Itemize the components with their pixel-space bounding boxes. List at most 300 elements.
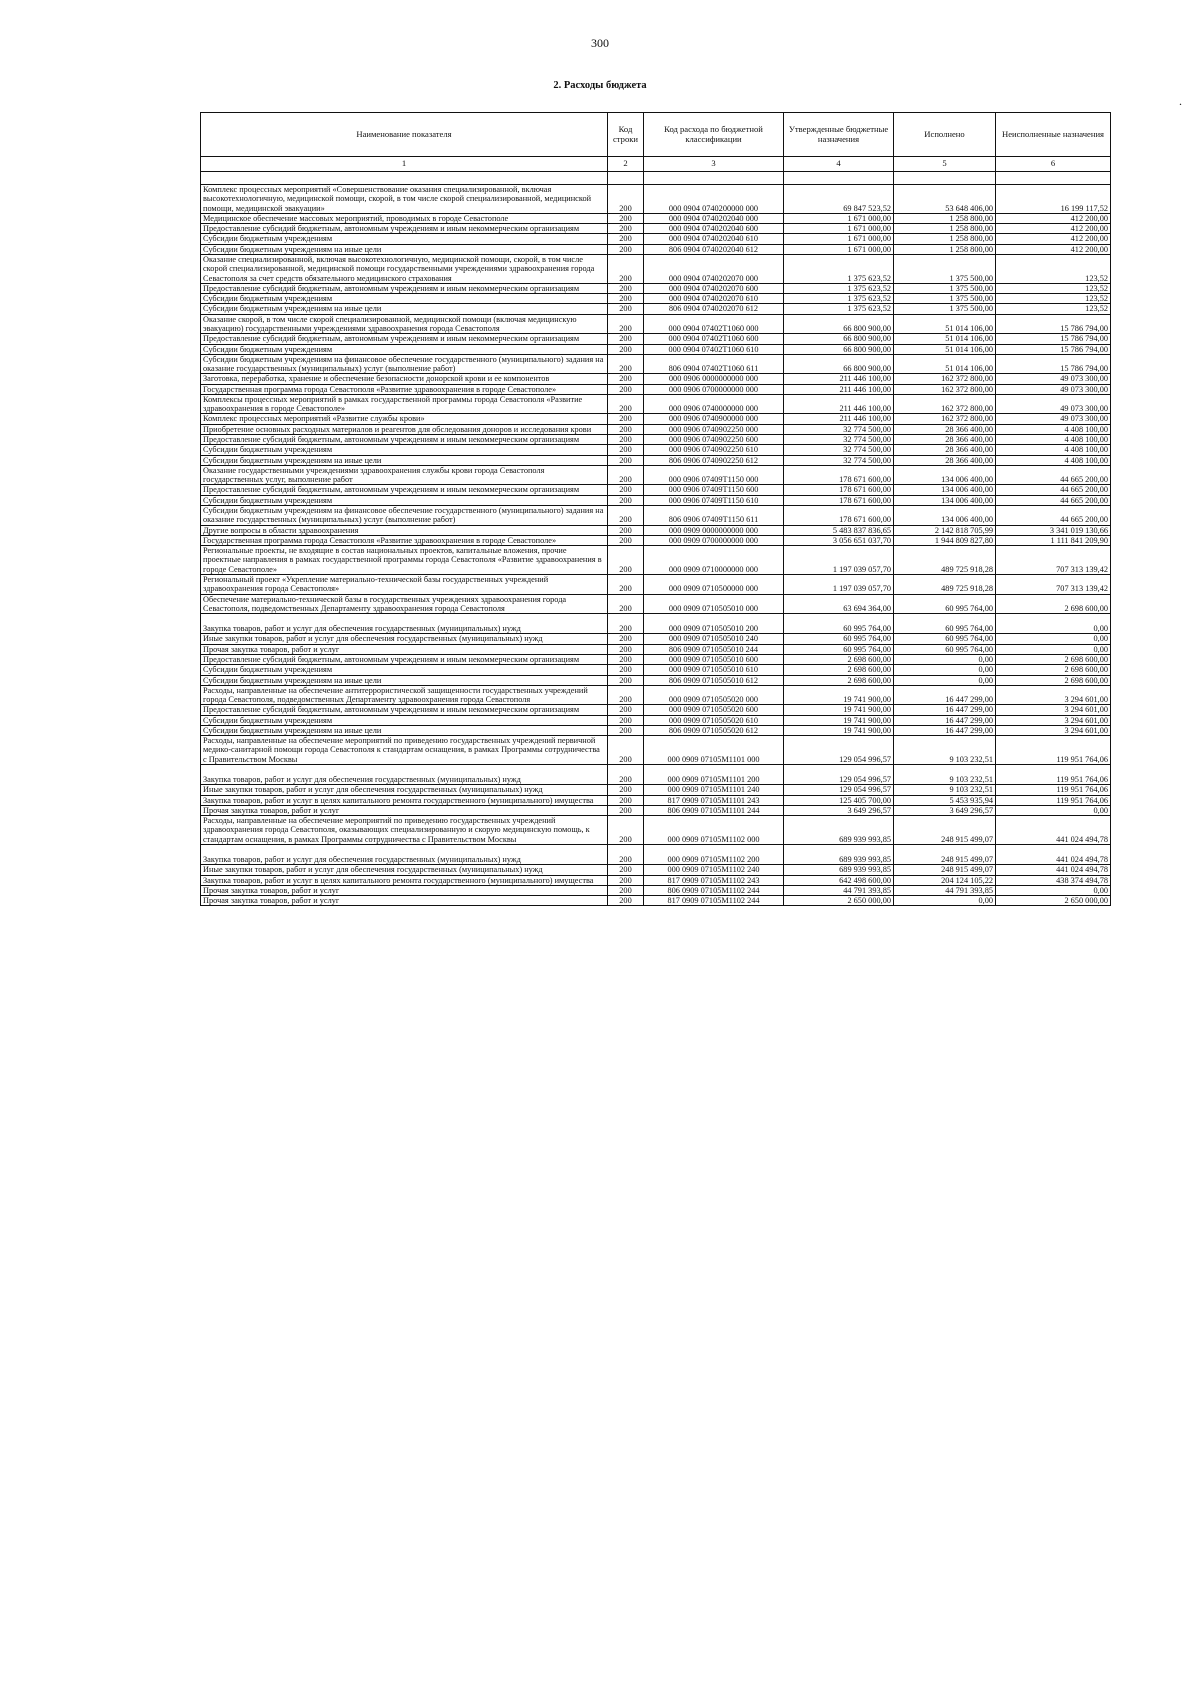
table-row (201, 244, 1111, 254)
row-unexecuted: 15 786 794,00 (996, 334, 1111, 344)
header-name: Наименование показателя (201, 113, 608, 157)
row-approved: 129 054 996,57 (784, 736, 894, 765)
row-kbk-code: 817 0909 07105М1102 244 (644, 896, 784, 906)
row-kbk-code: 817 0909 07105М1102 243 (644, 875, 784, 885)
row-name: Расходы, направленные на обеспечение антитеррористической защищенности государственных учреждений города Севастополя, подведомственных Департаменту здравоохранения города Севастополя (201, 685, 608, 705)
row-kbk-code: 000 0909 0710505020 610 (644, 715, 784, 725)
table-row (201, 725, 1111, 735)
row-code: 200 (608, 525, 644, 535)
row-name: Предоставление субсидий бюджетным, автономным учреждениям и иным некоммерческим организациям (201, 485, 608, 495)
row-approved: 1 375 623,52 (784, 294, 894, 304)
row-executed: 44 791 393,85 (894, 885, 996, 895)
row-name: Предоставление субсидий бюджетным, автономным учреждениям и иным некоммерческим организациям (201, 224, 608, 234)
row-code: 200 (608, 725, 644, 735)
row-kbk-code: 817 0909 07105М1101 243 (644, 795, 784, 805)
row-executed: 60 995 764,00 (894, 594, 996, 614)
row-approved: 129 054 996,57 (784, 765, 894, 785)
row-executed: 1 375 500,00 (894, 294, 996, 304)
table-row (201, 896, 1111, 906)
row-kbk-code: 000 0909 07105М1102 200 (644, 845, 784, 865)
row-approved: 211 446 100,00 (784, 374, 894, 384)
row-unexecuted: 4 408 100,00 (996, 435, 1111, 445)
row-unexecuted: 0,00 (996, 644, 1111, 654)
row-kbk-code: 000 0906 07409Т1150 600 (644, 485, 784, 495)
row-approved: 19 741 900,00 (784, 685, 894, 705)
row-name: Предоставление субсидий бюджетным, автономным учреждениям и иным некоммерческим организациям (201, 283, 608, 293)
row-unexecuted: 3 294 601,00 (996, 685, 1111, 705)
row-unexecuted: 0,00 (996, 805, 1111, 815)
row-kbk-code: 806 0909 0710505020 612 (644, 725, 784, 735)
row-executed: 1 375 500,00 (894, 254, 996, 283)
row-unexecuted: 441 024 494,78 (996, 816, 1111, 845)
row-code: 200 (608, 445, 644, 455)
row-name: Субсидии бюджетным учреждениям (201, 344, 608, 354)
row-name: Прочая закупка товаров, работ и услуг (201, 805, 608, 815)
row-unexecuted: 119 951 764,06 (996, 785, 1111, 795)
row-approved: 1 197 039 057,70 (784, 574, 894, 594)
row-executed: 9 103 232,51 (894, 736, 996, 765)
header-code: Код строки (608, 113, 644, 157)
table-row (201, 495, 1111, 505)
table-row (201, 384, 1111, 394)
row-executed: 1 258 800,00 (894, 234, 996, 244)
row-executed: 1 258 800,00 (894, 213, 996, 223)
row-executed: 28 366 400,00 (894, 424, 996, 434)
row-name: Субсидии бюджетным учреждениям на финансовое обеспечение государственного (муниципального) задания на оказание государственных (муниципальных) услуг (выполнение работ) (201, 354, 608, 374)
row-code: 200 (608, 495, 644, 505)
row-kbk-code: 000 0906 0700000000 000 (644, 384, 784, 394)
row-kbk-code: 000 0909 0710505010 200 (644, 614, 784, 634)
row-code: 200 (608, 665, 644, 675)
row-code: 200 (608, 795, 644, 805)
row-code: 200 (608, 885, 644, 895)
column-number: 4 (784, 157, 894, 172)
row-name: Комплексы процессных мероприятий в рамках государственной программы города Севастополя «Развитие здравоохранения в городе Севастополе» (201, 394, 608, 414)
row-kbk-code: 000 0909 07105М1102 000 (644, 816, 784, 845)
row-executed: 162 372 800,00 (894, 414, 996, 424)
row-name: Расходы, направленные на обеспечение мероприятий по приведению государственных учреждений здравоохранения города Севастополя, оказывающих специализированную и скорую медицинскую помощь, к стандартам оснащения, в рамках Программы сотрудничества с Правительством Москвы (201, 816, 608, 845)
table-row (201, 213, 1111, 223)
row-approved: 32 774 500,00 (784, 455, 894, 465)
header-unexecuted: Неисполненные назначения (996, 113, 1111, 157)
row-approved: 1 671 000,00 (784, 244, 894, 254)
row-unexecuted: 438 374 494,78 (996, 875, 1111, 885)
row-kbk-code: 000 0904 0740202070 000 (644, 254, 784, 283)
row-unexecuted: 4 408 100,00 (996, 445, 1111, 455)
row-code: 200 (608, 354, 644, 374)
row-executed: 51 014 106,00 (894, 344, 996, 354)
row-unexecuted: 49 073 300,00 (996, 384, 1111, 394)
row-unexecuted: 412 200,00 (996, 234, 1111, 244)
table-row (201, 685, 1111, 705)
page-number: 300 (591, 36, 609, 50)
row-code: 200 (608, 644, 644, 654)
row-name: Обеспечение материально-технической базы в государственных учреждениях здравоохранения города Севастополя, подведомственных Департаменту здравоохранения города Севастополя (201, 594, 608, 614)
row-code: 200 (608, 675, 644, 685)
row-executed: 28 366 400,00 (894, 445, 996, 455)
row-approved: 1 375 623,52 (784, 254, 894, 283)
row-executed: 53 648 406,00 (894, 185, 996, 214)
row-name: Оказание государственными учреждениями здравоохранения службы крови города Севастополя государственных услуг, выполнение работ (201, 465, 608, 485)
row-code: 200 (608, 785, 644, 795)
row-code: 200 (608, 805, 644, 815)
row-code: 200 (608, 254, 644, 283)
row-unexecuted: 15 786 794,00 (996, 314, 1111, 334)
header-kbk: Код расхода по бюджетной классификации (644, 113, 784, 157)
row-name: Закупка товаров, работ и услуг для обеспечения государственных (муниципальных) нужд (201, 765, 608, 785)
row-executed: 16 447 299,00 (894, 705, 996, 715)
row-kbk-code: 000 0909 0710505010 610 (644, 665, 784, 675)
table-row (201, 574, 1111, 594)
row-code: 200 (608, 304, 644, 314)
row-name: Региональные проекты, не входящие в состав национальных проектов, капитальные вложения, прочие проектные направления в рамках государственной программы города Севастополя «Развитие здравоохранения в городе Севастополе» (201, 546, 608, 575)
row-kbk-code: 000 0909 07105М1101 240 (644, 785, 784, 795)
row-approved: 44 791 393,85 (784, 885, 894, 895)
table-row (201, 875, 1111, 885)
row-approved: 32 774 500,00 (784, 445, 894, 455)
row-executed: 28 366 400,00 (894, 435, 996, 445)
row-executed: 60 995 764,00 (894, 644, 996, 654)
row-approved: 129 054 996,57 (784, 785, 894, 795)
row-executed: 51 014 106,00 (894, 314, 996, 334)
row-code: 200 (608, 394, 644, 414)
row-executed: 0,00 (894, 654, 996, 664)
row-name: Закупка товаров, работ и услуг для обеспечения государственных (муниципальных) нужд (201, 614, 608, 634)
row-kbk-code: 000 0904 0740202040 600 (644, 224, 784, 234)
row-unexecuted: 2 698 600,00 (996, 675, 1111, 685)
row-name: Субсидии бюджетным учреждениям (201, 665, 608, 675)
row-kbk-code: 000 0909 07105М1101 200 (644, 765, 784, 785)
row-executed: 51 014 106,00 (894, 354, 996, 374)
table-row (201, 354, 1111, 374)
table-row (201, 234, 1111, 244)
row-unexecuted: 707 313 139,42 (996, 574, 1111, 594)
row-executed: 60 995 764,00 (894, 614, 996, 634)
row-code: 200 (608, 213, 644, 223)
row-approved: 60 995 764,00 (784, 644, 894, 654)
row-code: 200 (608, 594, 644, 614)
row-kbk-code: 000 0906 0740000000 000 (644, 394, 784, 414)
row-kbk-code: 000 0909 0710505020 600 (644, 705, 784, 715)
row-name: Субсидии бюджетным учреждениям (201, 445, 608, 455)
row-executed: 0,00 (894, 896, 996, 906)
row-code: 200 (608, 294, 644, 304)
row-executed: 9 103 232,51 (894, 785, 996, 795)
row-kbk-code: 000 0904 0740202070 600 (644, 283, 784, 293)
table-row (201, 816, 1111, 845)
row-kbk-code: 000 0904 0740202040 000 (644, 213, 784, 223)
row-unexecuted: 0,00 (996, 614, 1111, 634)
row-kbk-code: 806 0904 0740202070 612 (644, 304, 784, 314)
row-executed: 5 453 935,94 (894, 795, 996, 805)
row-name: Предоставление субсидий бюджетным, автономным учреждениям и иным некоммерческим организациям (201, 334, 608, 344)
row-executed: 16 447 299,00 (894, 685, 996, 705)
table-row (201, 546, 1111, 575)
row-executed: 51 014 106,00 (894, 334, 996, 344)
row-approved: 3 056 651 037,70 (784, 535, 894, 545)
row-code: 200 (608, 715, 644, 725)
row-unexecuted: 1 111 841 209,90 (996, 535, 1111, 545)
row-code: 200 (608, 896, 644, 906)
row-name: Субсидии бюджетным учреждениям (201, 294, 608, 304)
row-executed: 162 372 800,00 (894, 384, 996, 394)
row-kbk-code: 806 0904 0740202040 612 (644, 244, 784, 254)
row-executed: 9 103 232,51 (894, 765, 996, 785)
row-kbk-code: 000 0904 0740200000 000 (644, 185, 784, 214)
row-code: 200 (608, 465, 644, 485)
row-kbk-code: 000 0906 0740902250 610 (644, 445, 784, 455)
row-approved: 125 405 700,00 (784, 795, 894, 805)
row-executed: 134 006 400,00 (894, 465, 996, 485)
row-executed: 28 366 400,00 (894, 455, 996, 465)
row-approved: 1 671 000,00 (784, 234, 894, 244)
row-kbk-code: 000 0909 07105М1102 240 (644, 865, 784, 875)
row-unexecuted: 123,52 (996, 304, 1111, 314)
row-executed: 16 447 299,00 (894, 725, 996, 735)
row-code: 200 (608, 224, 644, 234)
table-spacer-row (201, 172, 1111, 185)
row-code: 200 (608, 234, 644, 244)
row-unexecuted: 412 200,00 (996, 244, 1111, 254)
row-unexecuted: 123,52 (996, 254, 1111, 283)
row-code: 200 (608, 816, 644, 845)
row-approved: 2 698 600,00 (784, 654, 894, 664)
row-approved: 1 375 623,52 (784, 283, 894, 293)
row-kbk-code: 000 0904 0740202040 610 (644, 234, 784, 244)
row-code: 200 (608, 634, 644, 644)
row-code: 200 (608, 244, 644, 254)
row-approved: 66 800 900,00 (784, 334, 894, 344)
table-row (201, 334, 1111, 344)
row-unexecuted: 0,00 (996, 885, 1111, 895)
table-row (201, 224, 1111, 234)
row-unexecuted: 412 200,00 (996, 224, 1111, 234)
row-kbk-code: 806 0909 0710505010 244 (644, 644, 784, 654)
row-approved: 178 671 600,00 (784, 465, 894, 485)
row-approved: 2 698 600,00 (784, 675, 894, 685)
row-unexecuted: 707 313 139,42 (996, 546, 1111, 575)
row-code: 200 (608, 546, 644, 575)
row-unexecuted: 119 951 764,06 (996, 795, 1111, 805)
table-row (201, 785, 1111, 795)
table-row (201, 614, 1111, 634)
row-approved: 19 741 900,00 (784, 725, 894, 735)
row-kbk-code: 000 0906 0740902250 600 (644, 435, 784, 445)
row-code: 200 (608, 374, 644, 384)
row-code: 200 (608, 435, 644, 445)
row-unexecuted: 412 200,00 (996, 213, 1111, 223)
row-kbk-code: 000 0909 0710500000 000 (644, 574, 784, 594)
table-row (201, 435, 1111, 445)
row-code: 200 (608, 485, 644, 495)
row-kbk-code: 000 0904 07402Т1060 610 (644, 344, 784, 354)
row-approved: 66 800 900,00 (784, 354, 894, 374)
row-executed: 1 258 800,00 (894, 244, 996, 254)
row-name: Оказание скорой, в том числе скорой специализированной, медицинской помощи (включая медицинскую эвакуацию) государственными учреждениями здравоохранения города Севастополя (201, 314, 608, 334)
row-approved: 32 774 500,00 (784, 435, 894, 445)
table-row (201, 374, 1111, 384)
table-row (201, 314, 1111, 334)
row-executed: 0,00 (894, 675, 996, 685)
row-name: Субсидии бюджетным учреждениям на финансовое обеспечение государственного (муниципального) задания на оказание государственных (муниципальных) услуг (выполнение работ) (201, 506, 608, 526)
row-executed: 134 006 400,00 (894, 495, 996, 505)
row-executed: 2 142 818 705,99 (894, 525, 996, 535)
row-executed: 489 725 918,28 (894, 546, 996, 575)
row-code: 200 (608, 654, 644, 664)
row-executed: 0,00 (894, 665, 996, 675)
row-approved: 211 446 100,00 (784, 394, 894, 414)
table-row (201, 594, 1111, 614)
row-kbk-code: 806 0904 07402Т1060 611 (644, 354, 784, 374)
row-unexecuted: 3 341 019 130,66 (996, 525, 1111, 535)
table-row (201, 765, 1111, 785)
row-name: Иные закупки товаров, работ и услуг для обеспечения государственных (муниципальных) нужд (201, 634, 608, 644)
row-unexecuted: 2 698 600,00 (996, 665, 1111, 675)
row-code: 200 (608, 506, 644, 526)
row-unexecuted: 0,00 (996, 634, 1111, 644)
row-code: 200 (608, 875, 644, 885)
row-executed: 248 915 499,07 (894, 845, 996, 865)
row-approved: 178 671 600,00 (784, 506, 894, 526)
row-executed: 60 995 764,00 (894, 634, 996, 644)
row-approved: 69 847 523,52 (784, 185, 894, 214)
row-executed: 1 944 809 827,80 (894, 535, 996, 545)
row-unexecuted: 2 650 000,00 (996, 896, 1111, 906)
row-name: Заготовка, переработка, хранение и обеспечение безопасности донорской крови и ее компонентов (201, 374, 608, 384)
table-row (201, 394, 1111, 414)
row-code: 200 (608, 344, 644, 354)
table-row (201, 885, 1111, 895)
row-name: Комплекс процессных мероприятий «Совершенствование оказания специализированной, включая высокотехнологичную, медицинской помощи, скорой, в том числе скорой специализированной, медицинской помощи, медицинской эвакуации» (201, 185, 608, 214)
row-name: Региональный проект «Укрепление материально-технической базы государственных учреждений здравоохранения города Севастополя» (201, 574, 608, 594)
row-kbk-code: 000 0909 0710505010 600 (644, 654, 784, 664)
row-executed: 3 649 296,57 (894, 805, 996, 815)
row-executed: 16 447 299,00 (894, 715, 996, 725)
row-unexecuted: 15 786 794,00 (996, 354, 1111, 374)
row-kbk-code: 000 0909 0710505010 240 (644, 634, 784, 644)
row-approved: 1 375 623,52 (784, 304, 894, 314)
row-kbk-code: 000 0909 0710505020 000 (644, 685, 784, 705)
table-body (201, 172, 1111, 906)
row-approved: 178 671 600,00 (784, 485, 894, 495)
row-code: 200 (608, 414, 644, 424)
table-row (201, 535, 1111, 545)
row-executed: 134 006 400,00 (894, 485, 996, 495)
row-unexecuted: 441 024 494,78 (996, 845, 1111, 865)
row-approved: 1 671 000,00 (784, 213, 894, 223)
row-code: 200 (608, 705, 644, 715)
row-unexecuted: 4 408 100,00 (996, 424, 1111, 434)
row-code: 200 (608, 384, 644, 394)
row-kbk-code: 000 0906 0000000000 000 (644, 374, 784, 384)
row-approved: 689 939 993,85 (784, 865, 894, 875)
row-name: Комплекс процессных мероприятий «Развитие службы крови» (201, 414, 608, 424)
row-name: Иные закупки товаров, работ и услуг для обеспечения государственных (муниципальных) нужд (201, 785, 608, 795)
row-approved: 1 197 039 057,70 (784, 546, 894, 575)
row-kbk-code: 000 0906 07409Т1150 000 (644, 465, 784, 485)
header-approved: Утвержденные бюджетные назначения (784, 113, 894, 157)
row-approved: 211 446 100,00 (784, 414, 894, 424)
table-row (201, 506, 1111, 526)
row-kbk-code: 000 0904 0740202070 610 (644, 294, 784, 304)
column-number: 2 (608, 157, 644, 172)
table-row (201, 525, 1111, 535)
row-name: Расходы, направленные на обеспечение мероприятий по приведению государственных учреждений первичной медико-санитарной помощи города Севастополя к стандартам оснащения, в рамках Программы сотрудничества с Правительством Москвы (201, 736, 608, 765)
row-executed: 162 372 800,00 (894, 374, 996, 384)
row-unexecuted: 44 665 200,00 (996, 465, 1111, 485)
column-number: 5 (894, 157, 996, 172)
table-row (201, 705, 1111, 715)
row-name: Прочая закупка товаров, работ и услуг (201, 896, 608, 906)
row-unexecuted: 3 294 601,00 (996, 705, 1111, 715)
table-row (201, 344, 1111, 354)
row-kbk-code: 000 0909 0710000000 000 (644, 546, 784, 575)
row-approved: 5 483 837 836,65 (784, 525, 894, 535)
row-kbk-code: 000 0904 07402Т1060 000 (644, 314, 784, 334)
row-approved: 2 698 600,00 (784, 665, 894, 675)
table-row (201, 654, 1111, 664)
row-unexecuted: 44 665 200,00 (996, 495, 1111, 505)
row-approved: 1 671 000,00 (784, 224, 894, 234)
row-name: Оказание специализированной, включая высокотехнологичную, медицинской помощи, скорой, в том числе скорой специализированной, медицинской помощи государственными учреждениями здравоохранения города Севастополя за счет средств обязательного медицинского страхования (201, 254, 608, 283)
table-row (201, 675, 1111, 685)
row-name: Предоставление субсидий бюджетным, автономным учреждениям и иным некоммерческим организациям (201, 435, 608, 445)
row-name: Закупка товаров, работ и услуг в целях капитального ремонта государственного (муниципального) имущества (201, 875, 608, 885)
row-name: Субсидии бюджетным учреждениям на иные цели (201, 244, 608, 254)
row-name: Субсидии бюджетным учреждениям на иные цели (201, 725, 608, 735)
row-name: Прочая закупка товаров, работ и услуг (201, 885, 608, 895)
row-name: Предоставление субсидий бюджетным, автономным учреждениям и иным некоммерческим организациям (201, 705, 608, 715)
table-row (201, 845, 1111, 865)
row-name: Другие вопросы в области здравоохранения (201, 525, 608, 535)
table-row (201, 485, 1111, 495)
table-row (201, 304, 1111, 314)
row-approved: 60 995 764,00 (784, 634, 894, 644)
row-unexecuted: 49 073 300,00 (996, 414, 1111, 424)
row-kbk-code: 000 0909 07105М1101 000 (644, 736, 784, 765)
row-code: 200 (608, 334, 644, 344)
row-executed: 162 372 800,00 (894, 394, 996, 414)
row-kbk-code: 806 0906 0740902250 612 (644, 455, 784, 465)
table-row (201, 715, 1111, 725)
table-row (201, 634, 1111, 644)
row-approved: 32 774 500,00 (784, 424, 894, 434)
row-approved: 178 671 600,00 (784, 495, 894, 505)
row-kbk-code: 806 0906 07409Т1150 611 (644, 506, 784, 526)
row-kbk-code: 000 0909 0000000000 000 (644, 525, 784, 535)
row-name: Государственная программа города Севастополя «Развитие здравоохранения в городе Севастополе» (201, 535, 608, 545)
row-kbk-code: 000 0906 07409Т1150 610 (644, 495, 784, 505)
table-row (201, 254, 1111, 283)
row-approved: 66 800 900,00 (784, 314, 894, 334)
row-approved: 66 800 900,00 (784, 344, 894, 354)
row-name: Субсидии бюджетным учреждениям на иные цели (201, 455, 608, 465)
table-row (201, 185, 1111, 214)
table-row (201, 795, 1111, 805)
row-name: Субсидии бюджетным учреждениям (201, 234, 608, 244)
row-kbk-code: 806 0909 0710505010 612 (644, 675, 784, 685)
row-name: Предоставление субсидий бюджетным, автономным учреждениям и иным некоммерческим организациям (201, 654, 608, 664)
row-name: Субсидии бюджетным учреждениям (201, 715, 608, 725)
row-code: 200 (608, 535, 644, 545)
row-name: Государственная программа города Севастополя «Развитие здравоохранения в городе Севастополе» (201, 384, 608, 394)
row-executed: 134 006 400,00 (894, 506, 996, 526)
table-row (201, 414, 1111, 424)
row-unexecuted: 119 951 764,06 (996, 736, 1111, 765)
table-row (201, 865, 1111, 875)
row-approved: 63 694 364,00 (784, 594, 894, 614)
row-unexecuted: 16 199 117,52 (996, 185, 1111, 214)
